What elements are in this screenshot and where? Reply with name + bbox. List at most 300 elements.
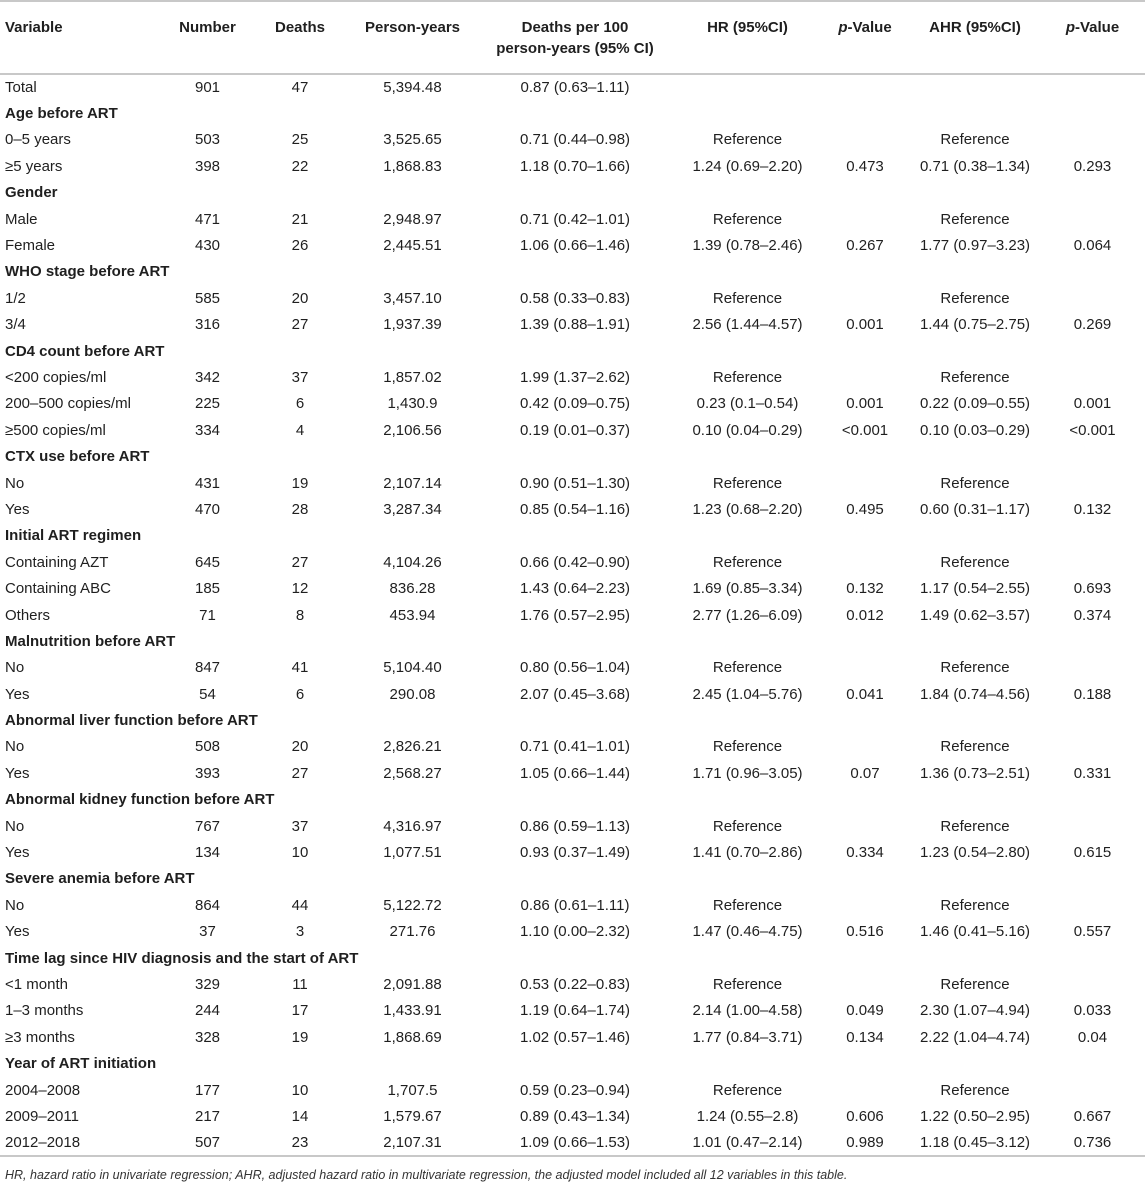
- table-row: [0, 127, 1145, 153]
- section-heading: Gender: [5, 184, 58, 202]
- cell-death-rate: 1.02 (0.57–1.46): [519, 1028, 631, 1046]
- cell-number: 71: [199, 606, 216, 624]
- cell-deaths: 6: [295, 685, 305, 703]
- cell-variable: Yes: [5, 500, 30, 518]
- cell-p-value-hr: [820, 734, 910, 760]
- cell-deaths: 12: [291, 580, 309, 598]
- cell-death-rate: 0.71 (0.41–1.01): [519, 738, 631, 756]
- cell-person-years: 3,525.65: [383, 131, 442, 149]
- cell-person-years: 2,445.51: [383, 237, 442, 255]
- section-heading: CTX use before ART: [5, 448, 150, 466]
- cell-p-value-hr: 0.516: [846, 923, 884, 941]
- cell-variable: 2012–2018: [0, 1130, 165, 1156]
- cell-p-value-hr: 0.001: [846, 395, 884, 413]
- cell-number: 316: [194, 316, 221, 334]
- cell-person-years: 290.08: [389, 685, 436, 703]
- table-row: [0, 496, 1145, 522]
- table-footnote: HR, hazard ratio in univariate regression; AHR, adjusted hazard ratio in multivariate regression, the adjusted model included all 12 variables in this table.: [5, 1168, 848, 1182]
- cell-p-value-hr: 0.012: [846, 606, 884, 624]
- header-p-value-ahr: p-Value: [1040, 1, 1145, 74]
- cell-variable: 3/4: [5, 316, 26, 334]
- cell-ahr: Reference: [940, 553, 1010, 571]
- cell-p-value-hr: [820, 74, 910, 100]
- cell-p-value-ahr: 0.033: [1073, 1002, 1112, 1020]
- cell-hr: 2.56 (1.44–4.57): [692, 316, 803, 334]
- cell-number: 901: [194, 79, 221, 97]
- table-row: [0, 549, 1145, 575]
- cell-death-rate: 2.07 (0.45–3.68): [519, 685, 631, 703]
- cell-number: 508: [194, 738, 221, 756]
- table-row: [0, 470, 1145, 496]
- cell-hr: Reference: [712, 474, 783, 492]
- cell-person-years: 1,857.02: [383, 368, 442, 386]
- cell-p-value-ahr: 0.064: [1073, 237, 1112, 255]
- cell-person-years: 2,107.31: [350, 1130, 475, 1156]
- cell-variable: Yes: [5, 685, 30, 703]
- cell-p-value-hr: 0.132: [846, 580, 884, 598]
- cell-p-value-ahr: [1040, 74, 1145, 100]
- cell-death-rate: 1.06 (0.66–1.46): [519, 237, 631, 255]
- cell-hr: Reference: [712, 131, 783, 149]
- cell-death-rate: 1.18 (0.70–1.66): [519, 157, 631, 175]
- cell-hr: 0.10 (0.04–0.29): [692, 421, 803, 439]
- cell-p-value-ahr: [1040, 734, 1145, 760]
- cell-deaths: 26: [291, 237, 309, 255]
- section-row: [0, 628, 1145, 654]
- table-row: [0, 734, 1145, 760]
- cell-p-value-ahr: [1040, 206, 1145, 232]
- cell-p-value-hr: 0.989: [820, 1130, 910, 1156]
- section-row: [0, 338, 1145, 364]
- cell-p-value-hr: 0.267: [846, 237, 884, 255]
- section-heading: WHO stage before ART: [5, 263, 170, 281]
- cell-number: 334: [194, 421, 221, 439]
- cell-deaths: 27: [291, 764, 309, 782]
- cell-p-value-ahr: [1040, 364, 1145, 390]
- cell-person-years: 2,826.21: [383, 738, 442, 756]
- table-row: [0, 813, 1145, 839]
- cell-hr: Reference: [712, 738, 783, 756]
- cell-death-rate: 0.71 (0.44–0.98): [519, 131, 631, 149]
- table-row: [0, 312, 1145, 338]
- cell-variable: No: [5, 817, 25, 835]
- cell-deaths: 10: [291, 1081, 309, 1099]
- cell-p-value-ahr: 0.331: [1073, 764, 1112, 782]
- cell-p-value-ahr: [1040, 1077, 1145, 1103]
- cell-p-value-hr: [820, 971, 910, 997]
- cell-ahr: 1.84 (0.74–4.56): [919, 685, 1031, 703]
- cell-ahr: Reference: [940, 474, 1010, 492]
- cell-death-rate: 1.39 (0.88–1.91): [519, 316, 631, 334]
- cell-hr: 1.24 (0.55–2.8): [696, 1107, 799, 1125]
- cell-death-rate: 0.53 (0.22–0.83): [519, 975, 631, 993]
- cell-number: 471: [194, 210, 221, 228]
- section-row: [0, 1050, 1145, 1076]
- cell-number: 54: [199, 685, 216, 703]
- cell-person-years: 836.28: [389, 580, 436, 598]
- cell-p-value-hr: [820, 470, 910, 496]
- cell-p-value-hr: 0.606: [846, 1107, 884, 1125]
- cell-person-years: 2,948.97: [383, 210, 442, 228]
- cell-deaths: 22: [291, 157, 309, 175]
- table-row: [0, 892, 1145, 918]
- cell-death-rate: 0.86 (0.61–1.11): [520, 896, 630, 914]
- cell-hr: 1.41 (0.70–2.86): [692, 844, 803, 862]
- cell-variable: ≥3 months: [5, 1028, 75, 1046]
- cell-ahr: Reference: [940, 131, 1010, 149]
- table-row: [0, 232, 1145, 258]
- cell-number: 217: [194, 1107, 221, 1125]
- cell-person-years: 1,077.51: [383, 844, 442, 862]
- cell-death-rate: 1.05 (0.66–1.44): [519, 764, 631, 782]
- cell-hr: 2.14 (1.00–4.58): [692, 1002, 803, 1020]
- section-row: [0, 180, 1145, 206]
- cell-person-years: 4,316.97: [383, 817, 442, 835]
- cell-p-value-hr: 0.134: [846, 1028, 884, 1046]
- cell-number: 470: [194, 500, 221, 518]
- header-row: [0, 1, 1145, 74]
- cell-ahr: 1.77 (0.97–3.23): [919, 237, 1031, 255]
- cell-person-years: 5,122.72: [383, 896, 442, 914]
- cell-p-value-ahr: [1040, 127, 1145, 153]
- section-heading: Time lag since HIV diagnosis and the start of ART: [5, 949, 359, 967]
- cell-deaths: 25: [291, 131, 309, 149]
- cell-p-value-ahr: 0.615: [1073, 844, 1112, 862]
- cell-ahr: Reference: [940, 1081, 1010, 1099]
- cell-number: 398: [194, 157, 221, 175]
- table-row: [0, 1024, 1145, 1050]
- cell-number: 767: [194, 817, 221, 835]
- cell-deaths: 21: [291, 210, 309, 228]
- table-row: [0, 839, 1145, 865]
- table-row: [0, 971, 1145, 997]
- cell-p-value-hr: [820, 285, 910, 311]
- cell-p-value-hr: [820, 206, 910, 232]
- cell-deaths: 41: [291, 659, 309, 677]
- cell-deaths: 19: [291, 474, 309, 492]
- header-number: Number: [165, 1, 250, 74]
- cell-deaths: 10: [291, 844, 309, 862]
- header-variable: Variable: [0, 1, 165, 74]
- table-row: [0, 575, 1145, 601]
- section-heading: Abnormal liver function before ART: [5, 712, 258, 730]
- section-heading: Age before ART: [5, 105, 118, 123]
- cell-p-value-hr: <0.001: [841, 421, 889, 439]
- cell-death-rate: 0.86 (0.59–1.13): [519, 817, 631, 835]
- cell-number: 342: [194, 368, 221, 386]
- table-row: [0, 655, 1145, 681]
- cell-number: 37: [199, 923, 216, 941]
- cell-p-value-ahr: [1040, 813, 1145, 839]
- cell-person-years: 3,287.34: [383, 500, 442, 518]
- cell-p-value-ahr: 0.374: [1073, 606, 1112, 624]
- cell-person-years: 2,091.88: [383, 975, 442, 993]
- cell-hr: 2.77 (1.26–6.09): [692, 606, 803, 624]
- cell-p-value-hr: [820, 1077, 910, 1103]
- cell-ahr: 1.23 (0.54–2.80): [919, 844, 1031, 862]
- cell-number: 225: [194, 395, 221, 413]
- cell-number: 393: [194, 764, 221, 782]
- table-row: [0, 206, 1145, 232]
- section-heading: Severe anemia before ART: [5, 870, 195, 888]
- cell-variable: 0–5 years: [5, 131, 71, 149]
- cell-ahr: 0.71 (0.38–1.34): [919, 157, 1031, 175]
- cell-hr: Reference: [712, 368, 783, 386]
- header-hr: HR (95%CI): [675, 1, 820, 74]
- cell-variable: No: [5, 659, 25, 677]
- cell-number: 864: [194, 896, 221, 914]
- cell-p-value-ahr: 0.001: [1073, 395, 1112, 413]
- cell-hr: Reference: [712, 289, 783, 307]
- cell-death-rate: 0.71 (0.42–1.01): [519, 210, 631, 228]
- cell-p-value-ahr: [1040, 549, 1145, 575]
- header-death-rate: [475, 1, 675, 74]
- cell-hr: Reference: [712, 210, 783, 228]
- cell-p-value-ahr: 0.557: [1073, 923, 1112, 941]
- cell-variable: 1/2: [5, 289, 26, 307]
- cell-hr: 1.77 (0.84–3.71): [692, 1028, 803, 1046]
- section-heading: Abnormal kidney function before ART: [5, 791, 275, 809]
- section-row: [0, 866, 1145, 892]
- cell-deaths: 27: [291, 553, 309, 571]
- table-row: [0, 602, 1145, 628]
- cell-person-years: 453.94: [389, 606, 436, 624]
- cell-p-value-hr: [820, 813, 910, 839]
- cell-ahr: 1.18 (0.45–3.12): [910, 1130, 1040, 1156]
- cell-death-rate: 0.85 (0.54–1.16): [519, 500, 631, 518]
- section-heading: Malnutrition before ART: [5, 632, 176, 650]
- cell-p-value-hr: 0.001: [846, 316, 884, 334]
- header-death-rate-line1: Deaths per 100: [521, 19, 629, 36]
- cell-death-rate: 0.66 (0.42–0.90): [519, 553, 631, 571]
- cell-person-years: 2,107.14: [383, 474, 442, 492]
- cell-deaths: 6: [295, 395, 305, 413]
- cell-variable: Total: [5, 79, 37, 97]
- cell-deaths: 17: [291, 1002, 309, 1020]
- cell-variable: Containing ABC: [5, 580, 111, 598]
- cell-deaths: 37: [291, 368, 309, 386]
- cell-hr: 1.39 (0.78–2.46): [692, 237, 803, 255]
- cell-hr: 1.69 (0.85–3.34): [692, 580, 803, 598]
- cell-p-value-ahr: [1040, 285, 1145, 311]
- section-row: [0, 945, 1145, 971]
- cell-p-value-hr: 0.07: [850, 764, 880, 782]
- cell-p-value-hr: [820, 892, 910, 918]
- cell-deaths: 23: [250, 1130, 350, 1156]
- cell-number: 329: [194, 975, 221, 993]
- cell-ahr: Reference: [940, 817, 1010, 835]
- table-row: [0, 919, 1145, 945]
- cell-death-rate: 0.89 (0.43–1.34): [519, 1107, 631, 1125]
- table-header: [0, 1, 1145, 74]
- cell-deaths: 27: [291, 316, 309, 334]
- cell-death-rate: 1.09 (0.66–1.53): [475, 1130, 675, 1156]
- cell-p-value-ahr: [1040, 971, 1145, 997]
- cell-ahr: 0.22 (0.09–0.55): [919, 395, 1031, 413]
- cell-hr: 0.23 (0.1–0.54): [696, 395, 799, 413]
- cell-number: 507: [165, 1130, 250, 1156]
- cell-person-years: 1,430.9: [387, 395, 438, 413]
- table-row: [0, 74, 1145, 100]
- cell-ahr: 0.60 (0.31–1.17): [919, 500, 1031, 518]
- cell-ahr: Reference: [940, 975, 1010, 993]
- cell-variable: Female: [5, 237, 56, 255]
- cell-p-value-hr: 0.334: [846, 844, 884, 862]
- cell-death-rate: 1.43 (0.64–2.23): [519, 580, 631, 598]
- cell-number: 177: [194, 1081, 221, 1099]
- cell-variable: No: [5, 738, 25, 756]
- cell-p-value-ahr: 0.132: [1073, 500, 1112, 518]
- cell-hr: Reference: [712, 896, 783, 914]
- cell-ahr: Reference: [940, 738, 1010, 756]
- section-row: [0, 707, 1145, 733]
- cell-ahr: Reference: [940, 659, 1010, 677]
- table-row: [0, 364, 1145, 390]
- table-row: [0, 760, 1145, 786]
- cell-hr: Reference: [712, 659, 783, 677]
- cell-death-rate: 1.10 (0.00–2.32): [519, 923, 631, 941]
- cell-p-value-ahr: [1040, 470, 1145, 496]
- table-row: [0, 153, 1145, 179]
- cell-death-rate: 1.19 (0.64–1.74): [519, 1002, 631, 1020]
- cell-person-years: 2,106.56: [383, 421, 442, 439]
- cell-death-rate: 0.42 (0.09–0.75): [519, 395, 631, 413]
- cell-ahr: 1.46 (0.41–5.16): [919, 923, 1031, 941]
- cell-deaths: 11: [292, 975, 308, 993]
- cell-death-rate: 0.80 (0.56–1.04): [519, 659, 631, 677]
- cell-person-years: 4,104.26: [383, 553, 442, 571]
- table-row: [0, 1103, 1145, 1129]
- cell-person-years: 271.76: [389, 923, 436, 941]
- cell-variable: Male: [5, 210, 38, 228]
- cell-hr: Reference: [712, 975, 783, 993]
- section-row: [0, 787, 1145, 813]
- cell-p-value-ahr: 0.04: [1077, 1028, 1108, 1046]
- section-row: [0, 443, 1145, 469]
- cell-number: 847: [194, 659, 221, 677]
- cell-hr: 1.01 (0.47–2.14): [675, 1130, 820, 1156]
- cell-p-value-hr: 0.049: [846, 1002, 884, 1020]
- header-person-years: Person-years: [350, 1, 475, 74]
- cell-person-years: 5,394.48: [383, 79, 442, 97]
- cell-p-value-hr: [820, 549, 910, 575]
- cell-variable: Yes: [5, 764, 30, 782]
- cell-hr: Reference: [712, 1081, 783, 1099]
- cell-ahr: 1.36 (0.73–2.51): [919, 764, 1031, 782]
- cell-p-value-hr: 0.473: [846, 157, 884, 175]
- cell-hr: 1.24 (0.69–2.20): [692, 157, 803, 175]
- cell-variable: <200 copies/ml: [5, 368, 107, 386]
- section-row: [0, 100, 1145, 126]
- cell-ahr: Reference: [940, 368, 1010, 386]
- table-row: [0, 1077, 1145, 1103]
- cell-deaths: 19: [291, 1028, 309, 1046]
- cell-ahr: Reference: [940, 289, 1010, 307]
- cell-person-years: 1,937.39: [383, 316, 442, 334]
- cell-number: 431: [194, 474, 221, 492]
- cell-ahr: 1.49 (0.62–3.57): [919, 606, 1031, 624]
- cell-death-rate: 0.87 (0.63–1.11): [520, 79, 630, 97]
- cell-hr: 1.71 (0.96–3.05): [692, 764, 803, 782]
- cell-death-rate: 0.93 (0.37–1.49): [519, 844, 631, 862]
- cell-hr: Reference: [712, 553, 783, 571]
- cell-hr: Reference: [712, 817, 783, 835]
- cell-death-rate: 0.58 (0.33–0.83): [519, 289, 631, 307]
- cell-variable: 200–500 copies/ml: [5, 395, 131, 413]
- cell-variable: No: [5, 474, 25, 492]
- cell-deaths: 47: [291, 79, 309, 97]
- cell-ahr: [910, 74, 1040, 100]
- cell-variable: 2004–2008: [5, 1081, 81, 1099]
- cell-person-years: 1,433.91: [383, 1002, 442, 1020]
- cell-number: 134: [194, 844, 221, 862]
- cell-person-years: 3,457.10: [383, 289, 442, 307]
- cell-p-value-hr: 0.041: [846, 685, 884, 703]
- cell-death-rate: 0.59 (0.23–0.94): [519, 1081, 631, 1099]
- cell-variable: Containing AZT: [5, 553, 109, 571]
- cell-deaths: 4: [295, 421, 305, 439]
- cell-p-value-hr: 0.495: [846, 500, 884, 518]
- cell-variable: 2009–2011: [5, 1107, 79, 1125]
- table-row: [0, 391, 1145, 417]
- table-row: [0, 681, 1145, 707]
- table-body: [0, 74, 1145, 1156]
- cell-person-years: 2,568.27: [383, 764, 442, 782]
- section-row: [0, 259, 1145, 285]
- cell-person-years: 1,707.5: [387, 1081, 438, 1099]
- cell-ahr: 0.10 (0.03–0.29): [919, 421, 1031, 439]
- cell-person-years: 5,104.40: [383, 659, 442, 677]
- cell-deaths: 8: [295, 606, 305, 624]
- cell-p-value-ahr: 0.667: [1073, 1107, 1112, 1125]
- section-heading: Initial ART regimen: [5, 527, 142, 545]
- cell-variable: ≥5 years: [5, 157, 63, 175]
- header-deaths: Deaths: [250, 1, 350, 74]
- header-ahr: AHR (95%CI): [910, 1, 1040, 74]
- cell-hr: 1.47 (0.46–4.75): [692, 923, 803, 941]
- cell-ahr: 1.44 (0.75–2.75): [919, 316, 1031, 334]
- cell-number: 645: [194, 553, 221, 571]
- cell-death-rate: 1.76 (0.57–2.95): [519, 606, 631, 624]
- cell-variable: No: [5, 896, 25, 914]
- cell-p-value-hr: [820, 655, 910, 681]
- cell-variable: Yes: [5, 923, 30, 941]
- cell-p-value-hr: [820, 364, 910, 390]
- cell-death-rate: 1.99 (1.37–2.62): [519, 368, 631, 386]
- cell-ahr: Reference: [940, 210, 1010, 228]
- cell-number: 585: [194, 289, 221, 307]
- cell-variable: <1 month: [5, 975, 68, 993]
- cell-ahr: 2.22 (1.04–4.74): [919, 1028, 1031, 1046]
- cell-number: 503: [194, 131, 221, 149]
- header-death-rate-line2: person-years (95% CI): [496, 40, 654, 57]
- table-row: [0, 998, 1145, 1024]
- table-row: [0, 417, 1145, 443]
- cell-number: 328: [194, 1028, 221, 1046]
- section-row: [0, 523, 1145, 549]
- cell-person-years: 1,868.83: [383, 157, 442, 175]
- cell-deaths: 44: [291, 896, 309, 914]
- cell-p-value-ahr: 0.293: [1073, 157, 1112, 175]
- cell-p-value-ahr: 0.269: [1073, 316, 1112, 334]
- table-row: [0, 1130, 1145, 1156]
- cell-deaths: 3: [295, 923, 305, 941]
- cell-p-value-ahr: [1040, 892, 1145, 918]
- cell-deaths: 37: [291, 817, 309, 835]
- cell-hr: 1.23 (0.68–2.20): [692, 500, 803, 518]
- cell-p-value-ahr: 0.736: [1040, 1130, 1145, 1156]
- cell-p-value-hr: [820, 127, 910, 153]
